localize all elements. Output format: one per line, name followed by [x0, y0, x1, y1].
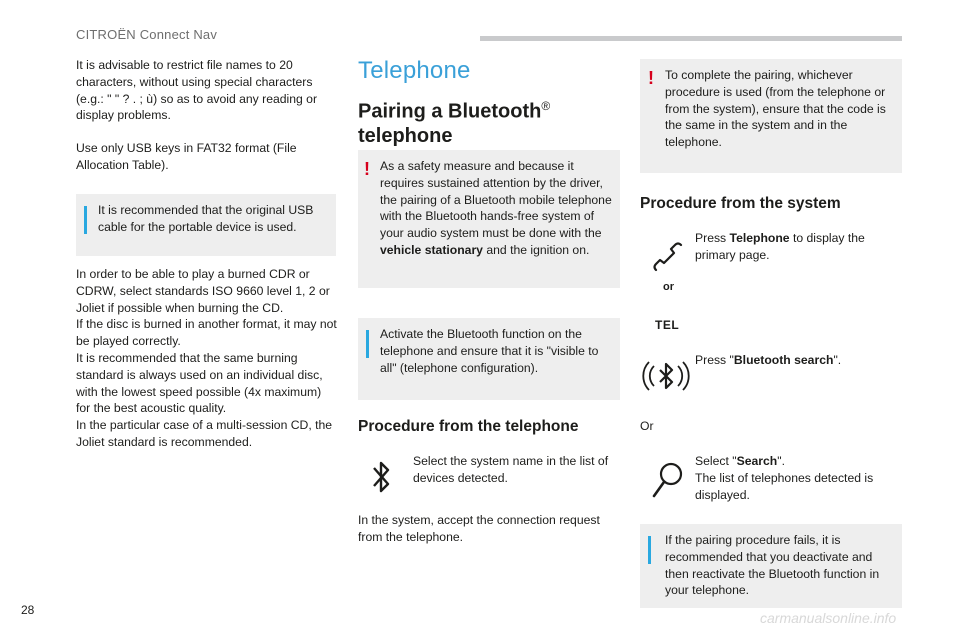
info-icon	[648, 536, 651, 564]
info-note-text: It is recommended that the original USB cable for the portable device is used.	[98, 203, 314, 234]
header-rule	[480, 36, 902, 41]
warning-icon: !	[364, 159, 370, 179]
cd-burning-paragraph: In order to be able to play a burned CDR or CDRW, select standards ISO 9660 level 1, 2 or Joliet if possible when burning the CD. If the disc is burned in another format, it may not be played correctly. It is recommended that the same burning standard is always used on an individual disc, with the lowest speed possible (4x maximum) for the best acoustic quality. In the particular case of a multi-session CD, the Joliet standard is recommended.	[76, 267, 337, 449]
accept-connection-paragraph: In the system, accept the connection request from the telephone.	[358, 513, 600, 544]
warning-note-safety	[358, 150, 620, 288]
registered-mark: ®	[541, 99, 551, 113]
warning-note-text: To complete the pairing, whichever procedure is used (from the telephone or from the system), ensure that the code is the same in the system and in the telephone.	[665, 68, 886, 150]
info-note-pairing-fails	[640, 524, 902, 608]
info-icon	[84, 206, 87, 234]
section-title-telephone: Telephone	[358, 57, 471, 84]
step-select-system-name: Select the system name in the list of devices detected.	[413, 454, 609, 485]
bluetooth-search-icon	[642, 352, 690, 400]
step-select-search: Select "Search". The list of telephones detected is displayed.	[695, 454, 874, 502]
watermark-url: carmanualsonline.info	[760, 610, 897, 626]
info-note-text: If the pairing procedure fails, it is recommended that you deactivate and then reactivate the Bluetooth function in your telephone.	[665, 533, 880, 598]
info-note-text: Activate the Bluetooth function on the telephone and ensure that it is "visible to all" (telephone configuration).	[380, 327, 599, 375]
telephone-handset-icon	[650, 240, 684, 274]
usb-filename-paragraph: It is advisable to restrict file names to 20 characters, without using special characters (e.g.: " " ? . ; ù) so as to avoid any reading or display problems.	[76, 58, 318, 123]
step-press-bluetooth-search: Press "Bluetooth search".	[695, 353, 842, 367]
subheading-procedure-telephone: Procedure from the telephone	[358, 418, 579, 435]
info-icon	[366, 330, 369, 358]
step-press-telephone: Press Telephone to display the primary page.	[695, 231, 865, 262]
heading-pairing-bluetooth: Pairing a Bluetooth® telephone	[358, 99, 551, 147]
warning-note-pairing-code	[640, 59, 902, 173]
info-note-activate-bluetooth	[358, 318, 620, 400]
search-icon	[648, 458, 688, 502]
subheading-procedure-system: Procedure from the system	[640, 195, 841, 212]
tel-label-icon: TEL	[655, 318, 680, 332]
bluetooth-icon	[368, 458, 396, 498]
usb-format-paragraph: Use only USB keys in FAT32 format (File Allocation Table).	[76, 141, 297, 172]
warning-note-text: As a safety measure and because it requires sustained attention by the driver, the pairing of a Bluetooth mobile telephone with the Bluetooth hands-free system of your audio system must be done with the vehicle stationary and the ignition on.	[380, 159, 612, 257]
or-text: Or	[640, 419, 654, 433]
or-label-icon: or	[663, 281, 674, 293]
warning-icon: !	[648, 68, 654, 88]
info-note-usb-cable	[76, 194, 336, 256]
page-number: 28	[21, 603, 35, 617]
header-title: CITROËN Connect Nav	[76, 27, 218, 42]
